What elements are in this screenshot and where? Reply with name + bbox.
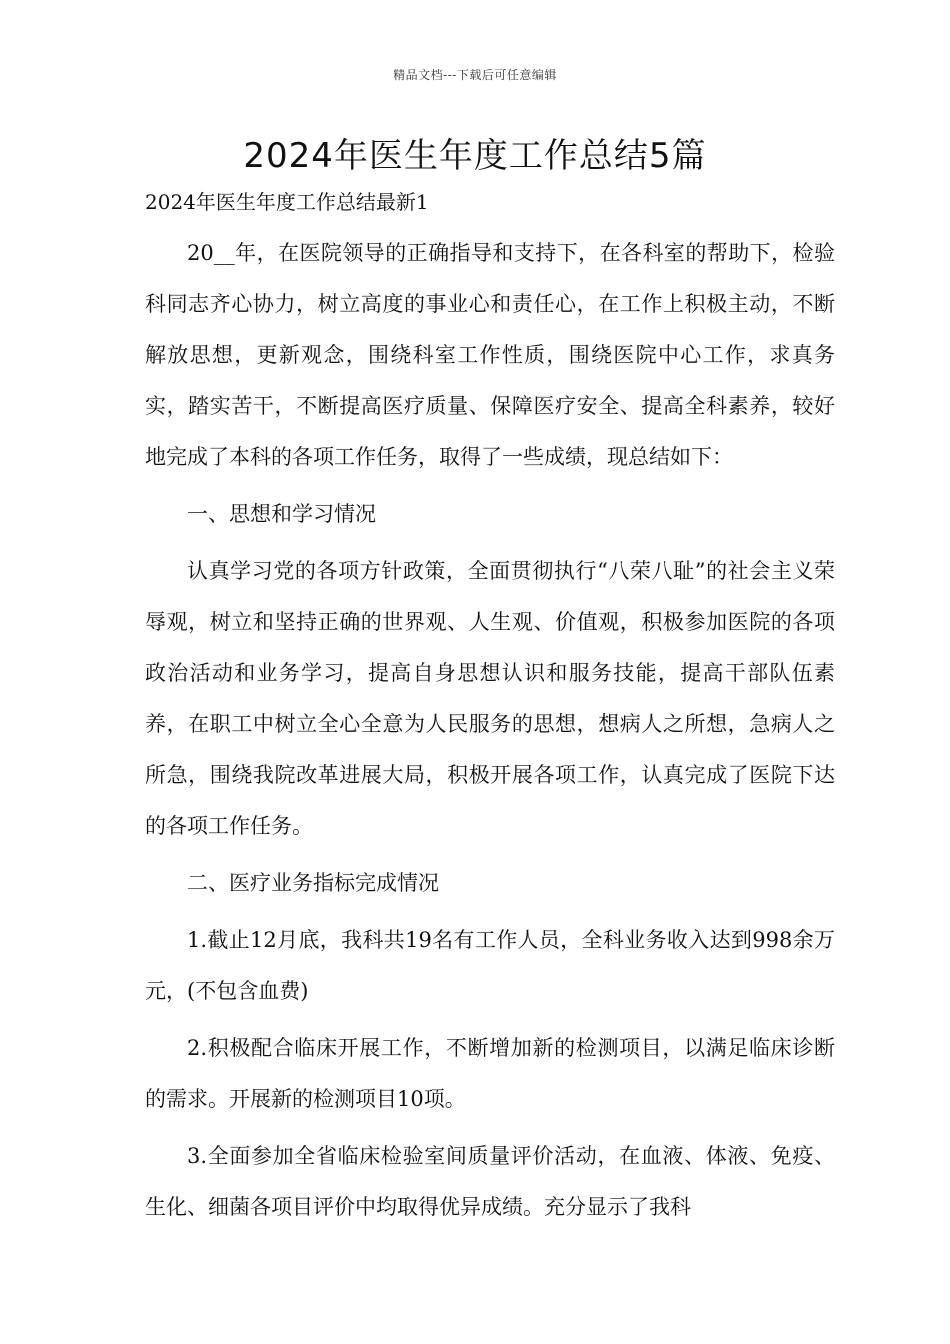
thought-study-paragraph: 认真学习党的各项方针政策，全面贯彻执行“八荣八耻”的社会主义荣辱观，树立和坚持正确的世界观、人生观、价值观，积极参加医院的各项政治活动和业务学习，提高自身思想认识和服务技能，提高干部队伍素养，在职工中树立全心全意为人民服务的思想，想病人之所想，急病人之所急，围绕我院改革进展大局，积极开展各项工作，认真完成了医院下达的各项工作任务。 bbox=[145, 559, 835, 838]
section-heading-indicators: 二、医疗业务指标完成情况 bbox=[187, 871, 439, 895]
document-subtitle: 2024年医生年度工作总结最新1 bbox=[145, 190, 429, 214]
intro-paragraph: 20__年，在医院领导的正确指导和支持下，在各科室的帮助下，检验科同志齐心协力，树立高度的事业心和责任心，在工作上积极主动，不断解放思想，更新观念，围绕科室工作性质，围绕医院中心工作，求真务实，踏实苦干，不断提高医疗质量、保障医疗安全、提高全科素养，较好地完成了本科的各项工作任务，取得了一些成绩，现总结如下： bbox=[145, 241, 835, 469]
indicator-item-2: 2.积极配合临床开展工作，不断增加新的检测项目，以满足临床诊断的需求。开展新的检测项目10项。 bbox=[145, 1036, 835, 1111]
indicator-item-3: 3.全面参加全省临床检验室间质量评价活动，在血液、体液、免疫、生化、细菌各项目评价中均取得优异成绩。充分显示了我科 bbox=[145, 1144, 835, 1219]
header-note: 精品文档---下载后可任意编辑 bbox=[393, 68, 557, 82]
document-title: 2024年医生年度工作总结5篇 bbox=[243, 136, 707, 176]
section-heading-thought-study: 一、思想和学习情况 bbox=[187, 502, 376, 526]
document-body bbox=[145, 228, 835, 1233]
indicator-item-1: 1.截止12月底，我科共19名有工作人员，全科业务收入达到998余万元，(不包含血费) bbox=[145, 928, 835, 1003]
